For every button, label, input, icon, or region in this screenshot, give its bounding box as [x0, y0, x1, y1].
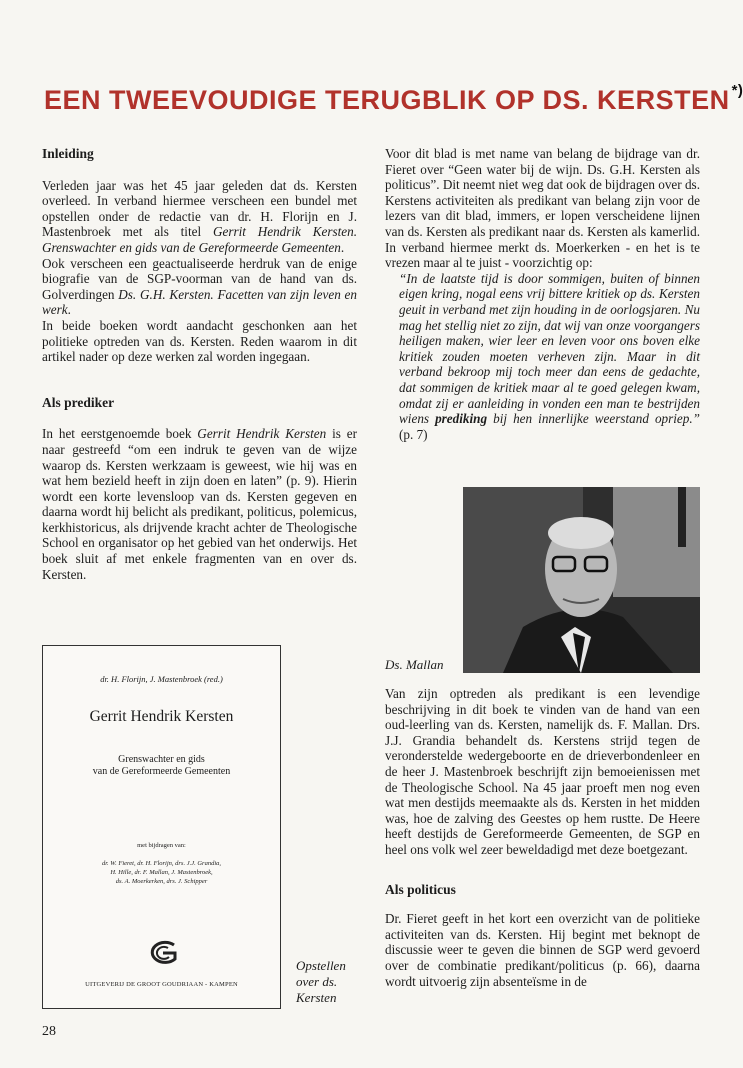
photo-caption: Ds. Mallan — [385, 657, 444, 672]
book-title: Gerrit Hendrik Kersten — [89, 708, 234, 725]
book-contributors: dr. W. Fieret, dr. H. Florijn, drs. J.J. Grandia, H. Hille, dr. F. Mallan, J. Mastenbroek, ds. A. Moerkerken, drs. J. Schipper — [101, 860, 222, 885]
book-contrib-label: met bijdragen van: — [137, 842, 186, 849]
paragraph-mallan: Van zijn optreden als predikant is een levendige beschrijving in dit boek te vinden van de hand van een oud-leerling van ds. Kersten, namelijk ds. F. Mallan. Drs. J.J. Grandia behandelt ds. Kerstens strijd tegen de veronderstelde wedergeboorte en de drieverbondenleer en de heer J. Mastenbroek beschrijft zijn bemoeienissen met de Theologische School. Na 45 jaar proeft men nog even wat men destijds meemaakte als ds. Kersten in het midden was, hoe de zalving des Geestes op hem rustte. De Heere heeft destijds de Gereformeerde Gemeenten, de SGP en heel ons volk wel zeer beweldadigd met deze boetgezant. — [385, 686, 700, 857]
page-number: 28 — [42, 1024, 56, 1039]
book-cover-image — [42, 645, 281, 1009]
paragraph-intro: Verleden jaar was het 45 jaar geleden dat ds. Kersten overleed. In verband hiermee verscheen een bundel met opstellen onder de redactie van dr. H. Florijn en J. Mastenbroek met als titel Gerrit Hendrik Kersten. Grenswachter en gids van de Gereformeerde Gemeenten. — [42, 177, 358, 255]
quote-moerkerken: “In de laatste tijd is door sommigen, buiten of binnen eigen kring, nogal eens vrij bittere kritiek op ds. Kersten geuit in verband met zijn houding in de oorlogsjaren. Nu mag het stellig niet zo zijn, dat wij van onze voorgangers heiligen maken, wier leer en leven voor ons boven elke kritiek zouden moeten verheven zijn. Maar in dit verband bekroop mij toch meer dan eens de gedachte, dat sommigen de kritiek maar al te goed gelegen kwam, omdat zij er aanleiding in vonden een man te bestrijden wiens prediking bij hen innerlijke weerstand opriep.” (p. 7) — [399, 270, 701, 442]
book-title-ref: Gerrit Hendrik Kersten. Grenswachter en gids van de Gereformeerde Gemeenten — [42, 224, 358, 255]
paragraph-biografie: Ook verscheen een geactualiseerde herdruk van de enige biografie van de SGP-voorman van de hand van ds. Golverdingen Ds. G.H. Kersten. Facetten van zijn leven en werk. — [42, 255, 358, 318]
right-column-bottom — [385, 686, 700, 989]
book-subtitle: Grenswachter en gids van de Gereformeerde Gemeenten — [92, 754, 231, 777]
paragraph-eerstgenoemde: In het eerstgenoemde boek Gerrit Hendrik Kersten is er naar gestreefd “om een indruk te geven van de wijze waarop ds. Kersten werkzaam is geweest, wie hij was en wat hem bezield heeft in zijn doen en laten” (p. 9). Hierin wordt een korte levensloop van ds. Kersten gegeven en daarna wordt hij belicht als predikant, politicus, polemicus, kerkhistoricus, als drijvende kracht achter de Theologische School en organisator op het gebied van het onderwijs. Het boek sluit af met enkele fragmenten van en over ds. Kersten. — [42, 426, 358, 582]
portrait-photo — [463, 487, 700, 673]
title-text: EEN TWEEVOUDIGE TERUGBLIK OP DS. KERSTEN — [44, 85, 730, 115]
biography-title-ref: Ds. G.H. Kersten. Facetten van zijn leven en werk — [42, 286, 358, 318]
book-caption: Opstellen over ds. Kersten — [296, 958, 346, 1005]
heading-als-politicus: Als politicus — [385, 881, 456, 897]
publisher-logo-icon — [144, 940, 180, 966]
footnote-mark: *) — [731, 82, 743, 99]
heading-inleiding: Inleiding — [42, 146, 94, 161]
right-column-top — [385, 146, 700, 442]
book-publisher: UITGEVERIJ DE GROOT GOUDRIAAN - KAMPEN — [85, 981, 238, 988]
book-editors: dr. H. Florijn, J. Mastenbroek (red.) — [100, 674, 223, 684]
left-column — [42, 146, 357, 582]
article-title — [44, 82, 743, 116]
paragraph-fieret: Voor dit blad is met name van belang de bijdrage van dr. Fieret over “Geen water bij de wijn. Ds. G.H. Kersten als politicus”. Dit neemt niet weg dat ook de bijdragen over ds. Kerstens activiteiten als predikant van belang zijn voor de lezers van dit blad, immers, er lopen verscheidene lijnen van ds. Kersten als predikant naar ds. Kersten als kamerlid. In verband hiermee merkt ds. Moerkerken - en het is te vrezen maar al te juist - voorzichtig op: — [385, 146, 700, 271]
paragraph-politicus: Dr. Fieret geeft in het kort een overzicht van de politieke activiteiten van ds. Kersten. Hij begint met beknopt de discussie weer te geven die binnen de SGP werd gevoerd over de combinatie predikant/politicus (p. 66), daarna wordt uitvoerig zijn absenteïsme in de — [385, 911, 700, 989]
paragraph-aandacht: In beide boeken wordt aandacht geschonken aan het politieke optreden van ds. Kersten. Reden waarom in dit artikel nader op deze werken zal worden ingegaan. — [42, 317, 357, 365]
heading-als-prediker: Als prediker — [42, 394, 115, 410]
